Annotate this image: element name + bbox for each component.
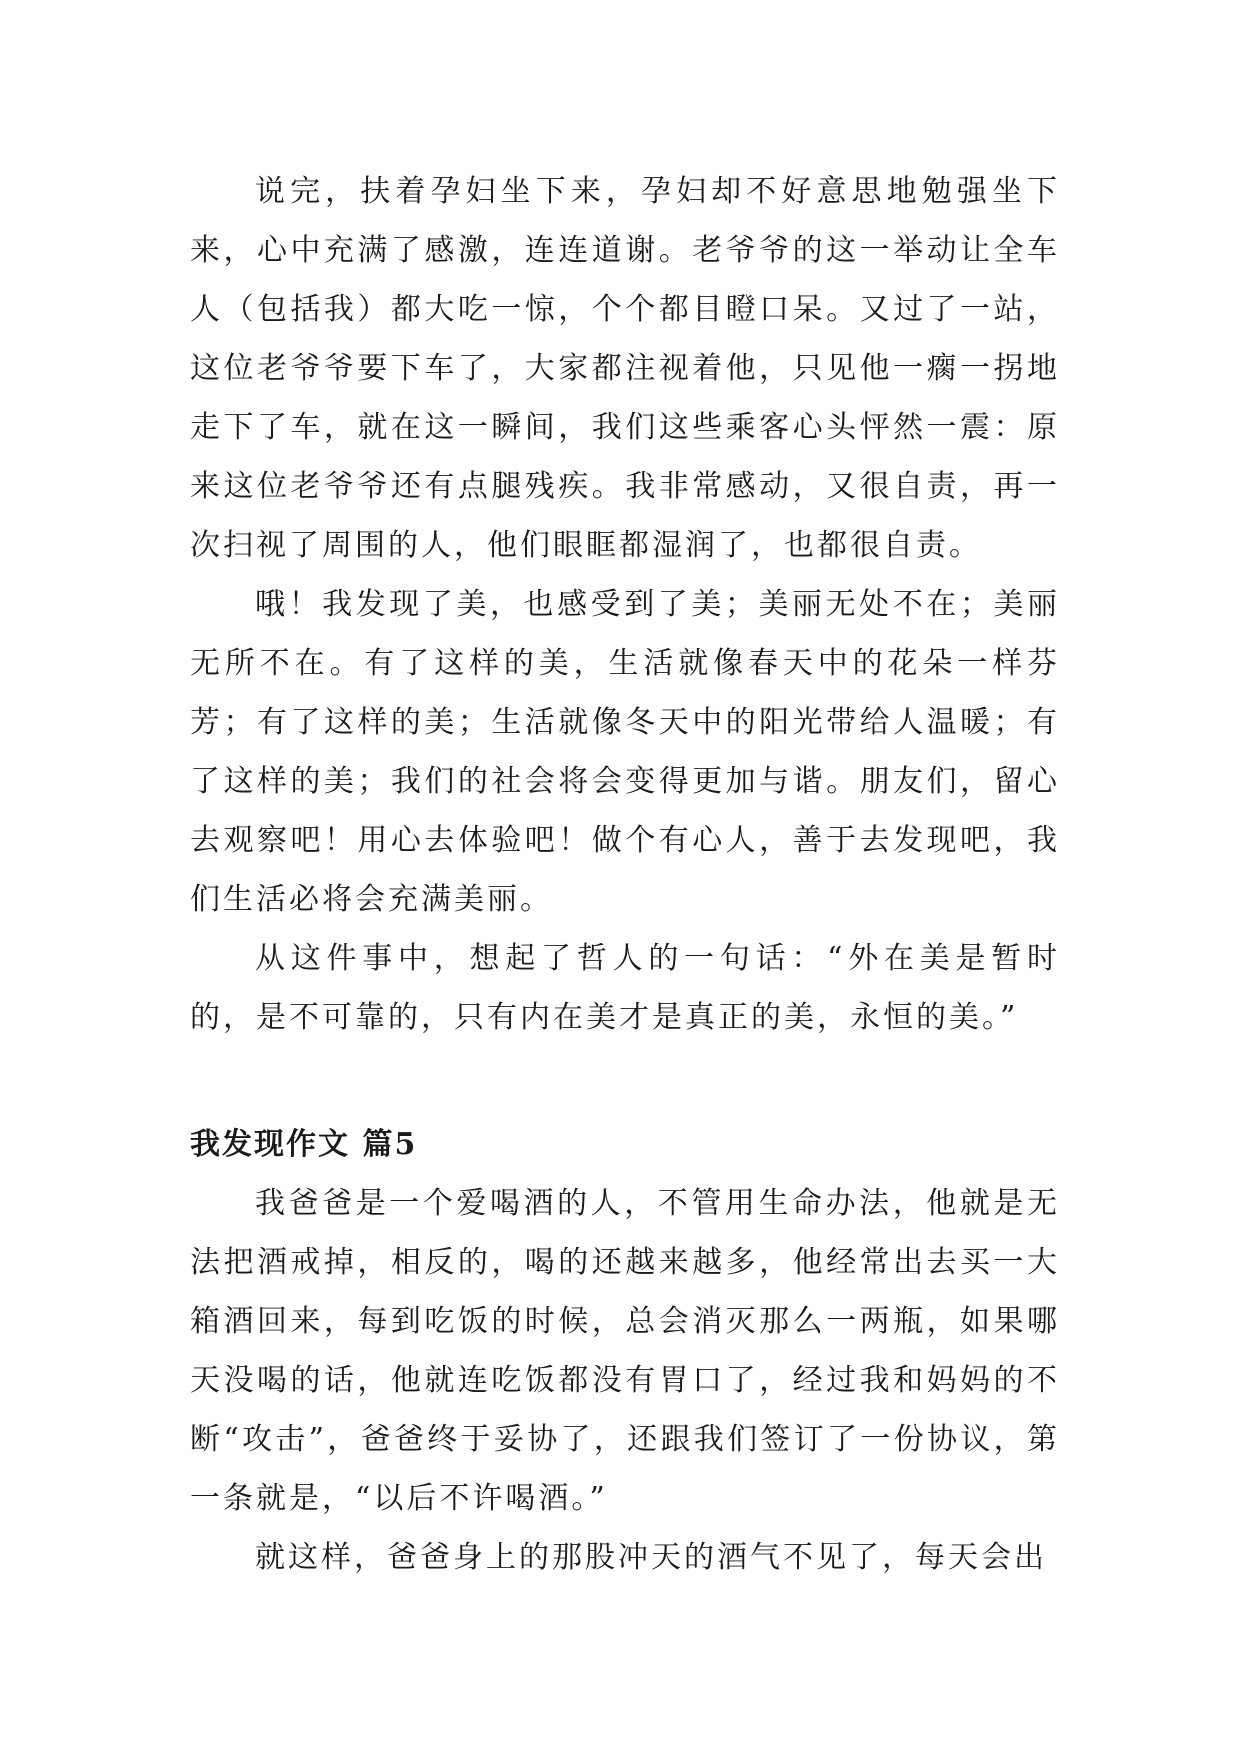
paragraph: 哦！我发现了美，也感受到了美；美丽无处不在；美丽无所不在。有了这样的美，生活就像春天中的花朵一样芬芳；有了这样的美；生活就像冬天中的阳光带给人温暖；有了这样的美；我们的社会将会变得更加与谐。朋友们，留心去观察吧！用心去体验吧！做个有心人，善于去发现吧，我们生活必将会充满美丽。 xyxy=(190,587,1060,917)
paragraph: 从这件事中，想起了哲人的一句话：“外在美是暂时的，是不可靠的，只有内在美才是真正的美，永恒的美。” xyxy=(190,941,1060,1035)
document-body xyxy=(190,162,1060,1587)
section-heading: 我发现作文 篇5 xyxy=(190,1127,418,1162)
paragraph: 就这样，爸爸身上的那股冲天的酒气不见了，每天会出 xyxy=(255,1540,1047,1575)
paragraph: 我爸爸是一个爱喝酒的人，不管用生命办法，他就是无法把酒戒掉，相反的，喝的还越来越多，他经常出去买一大箱酒回来，每到吃饭的时候，总会消灭那么一两瓶，如果哪天没喝的话，他就连吃饭都没有胃口了，经过我和妈妈的不断“攻击”，爸爸终于妥协了，还跟我们签订了一份协议，第一条就是，“以后不许喝酒。” xyxy=(190,1186,1060,1516)
paragraph: 说完，扶着孕妇坐下来，孕妇却不好意思地勉强坐下来，心中充满了感激，连连道谢。老爷爷的这一举动让全车人（包括我）都大吃一惊，个个都目瞪口呆。又过了一站，这位老爷爷要下车了，大家都注视着他，只见他一瘸一拐地走下了车，就在这一瞬间，我们这些乘客心头怦然一震：原来这位老爷爷还有点腿残疾。我非常感动，又很自责，再一次扫视了周围的人，他们眼眶都湿润了，也都很自责。 xyxy=(190,174,1060,563)
